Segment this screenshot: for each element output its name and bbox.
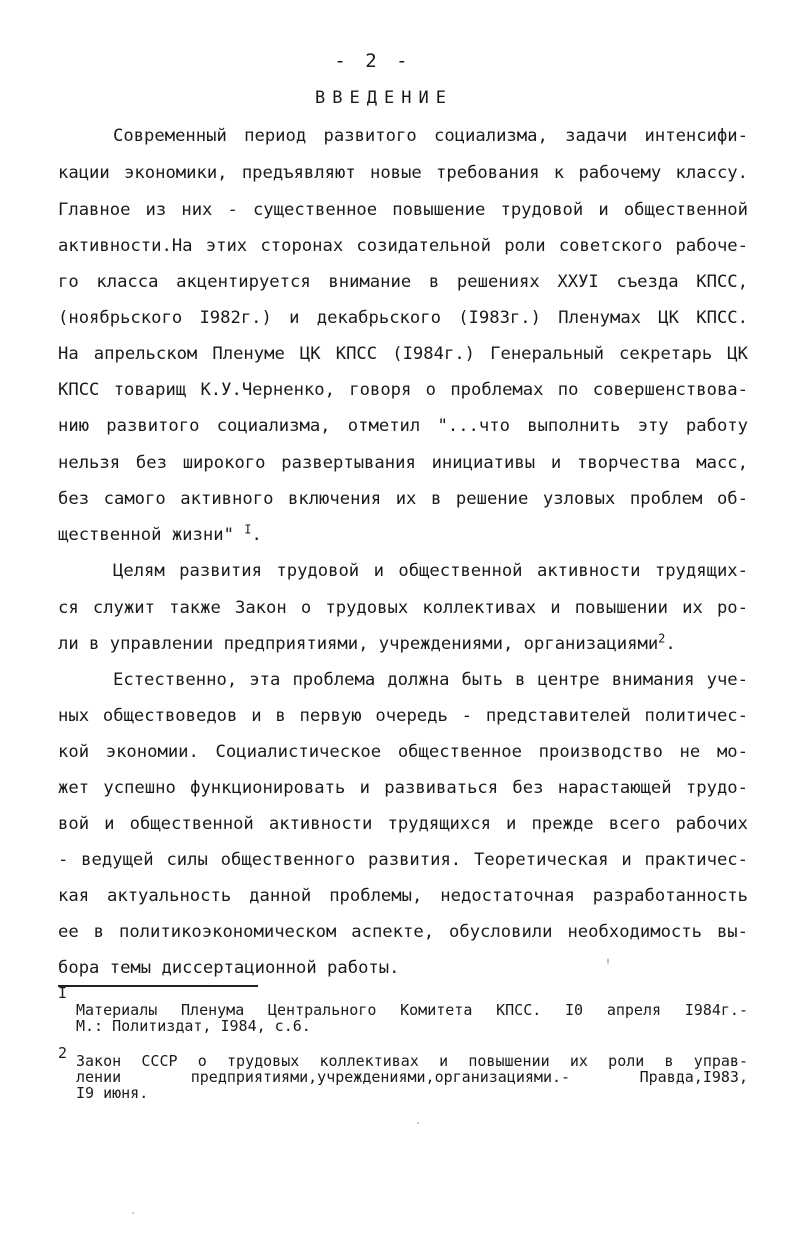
footnote-divider [58,985,258,987]
text-line: вой и общественной активности трудящихся и прежде всего рабочих [58,814,748,834]
footnote-ref-1: I [244,522,252,537]
text-line: го класса акцентируется внимание в решениях ХХУI съезда КПСС, [58,272,748,292]
text-line: бора темы диссертационной работы. [58,958,400,978]
text-line: ее в политикоэкономическом аспекте, обусловили необходимость вы- [58,922,748,942]
text-line: нию развитого социализма, отметил "...что выполнить эту работу [58,416,748,436]
text-line: нельзя без широкого развертывания инициативы и творчества масс, [58,453,748,473]
scan-speck [607,958,609,964]
text-line: кой экономии. Социалистическое общественное производство не мо- [58,742,748,762]
text-line: Целям развития трудовой и общественной активности трудящих- [113,561,748,581]
text-line: ли в управлении предприятиями, учреждениями, организациями$^2$. [58,631,676,654]
text-line: кации экономики, предъявляют новые требования к рабочему классу. [58,163,748,183]
text-line: ся служит также Закон о трудовых коллективах и повышении их ро- [58,598,748,618]
text-line: На апрельском Пленуме ЦК КПСС (I984г.) Генеральный секретарь ЦК [58,344,748,364]
page-number: - 2 - [334,50,412,72]
text-line: кая актуальность данной проблемы, недостаточная разработанность [58,886,748,906]
text-line: активности.На этих сторонах созидательной роли советского рабоче- [58,236,748,256]
text-line: Естественно, эта проблема должна быть в центре внимания уче- [113,670,748,690]
text-line: Главное из них - существенное повышение трудовой и общественной [58,200,748,220]
text-line: щественной жизни" $^I$. [58,522,262,545]
text-line: ных обществоведов и в первую очередь - представителей политичес- [58,706,748,726]
footnote-line: I9 июня. [76,1084,149,1102]
footnote-ref-2: 2 [658,631,666,646]
footnote-marker: 2 [58,1044,68,1062]
footnote-marker: I [58,984,68,1002]
scan-speck [417,1122,419,1124]
footnote-line: Закон СССР о трудовых коллективах и повышении их роли в управ- [76,1052,748,1070]
section-title: ВВЕДЕНИЕ [315,88,453,108]
text-fragment: щественной жизни" [58,525,234,545]
footnote-line: М.: Политиздат, I984, с.6. [76,1017,311,1035]
text-line: без самого активного включения их в решение узловых проблем об- [58,489,748,509]
footnote-line: Материалы Пленума Центрального Комитета КПСС. I0 апреля I984г.- [76,1001,748,1019]
scan-speck [132,1212,134,1214]
text-line: - ведущей силы общественного развития. Теоретическая и практичес- [58,850,748,870]
text-fragment: ли в управлении предприятиями, учреждениями, организациями [58,634,659,654]
text-line: Современный период развитого социализма, задачи интенсифи- [113,126,748,146]
text-line: (ноябрьского I982г.) и декабрьского (I983г.) Пленумах ЦК КПСС. [58,308,748,328]
text-line: КПСС товарищ К.У.Черненко, говоря о проблемах по совершенствова- [58,380,748,400]
text-line: жет успешно функционировать и развиваться без нарастающей трудо- [58,778,748,798]
footnote-line: лении предприятиями,учреждениями,организациями.- Правда,I983, [76,1068,748,1086]
